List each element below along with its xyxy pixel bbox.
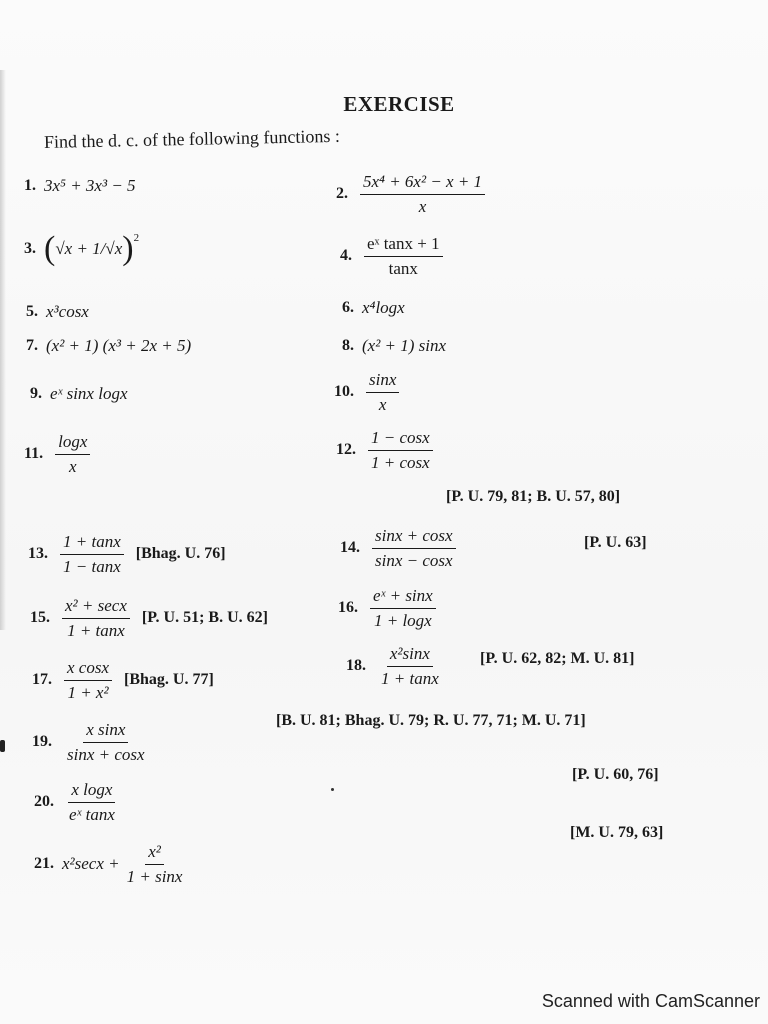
page-edge-mark <box>0 740 5 752</box>
exercise-item <box>340 526 460 570</box>
denominator: 1 − tanx <box>63 556 121 576</box>
exercise-item <box>26 302 89 322</box>
fraction <box>64 720 148 764</box>
item-number: 20. <box>34 793 54 811</box>
numerator: x²sinx <box>387 644 433 667</box>
item-expression: 3x⁵ + 3x³ − 5 <box>44 176 136 195</box>
right-paren: ) <box>122 230 134 267</box>
fraction <box>62 596 130 640</box>
denominator: 1 + sinx <box>126 866 183 886</box>
item-number: 16. <box>338 599 358 617</box>
item-number: 3. <box>24 240 36 257</box>
numerator: 1 + tanx <box>60 532 124 555</box>
item-expression: (x² + 1) sinx <box>362 336 447 355</box>
exercise-item <box>24 432 94 476</box>
item-expression: x⁴logx <box>362 298 405 317</box>
numerator: x sinx <box>83 720 128 743</box>
exercise-item <box>34 780 122 824</box>
denominator: 1 + cosx <box>371 452 430 472</box>
item-number: 1. <box>24 177 36 194</box>
exercise-item <box>336 172 489 216</box>
item-number: 6. <box>342 299 354 316</box>
citation-reference: [P. U. 79, 81; B. U. 57, 80] <box>446 488 621 505</box>
item-number: 7. <box>26 337 38 354</box>
exercise-item <box>334 370 403 414</box>
fraction <box>370 586 436 630</box>
fraction <box>360 172 485 216</box>
denominator: tanx <box>388 258 418 278</box>
item-number: 17. <box>32 671 52 689</box>
citation-reference: [B. U. 81; Bhag. U. 79; R. U. 77, 71; M. U. 71] <box>276 712 586 729</box>
exercise-item <box>32 658 214 702</box>
exercise-item <box>30 596 268 640</box>
numerator: eˣ + sinx <box>370 586 436 609</box>
item-number: 8. <box>342 337 354 354</box>
numerator: eˣ tanx + 1 <box>364 234 443 257</box>
denominator: 1 + x² <box>67 682 109 702</box>
denominator: 1 + logx <box>373 610 432 630</box>
numerator: 5x⁴ + 6x² − x + 1 <box>360 172 485 195</box>
citation-reference: [P. U. 63] <box>584 534 647 551</box>
exercise-item <box>336 428 437 472</box>
item-prefix: x²secx + <box>62 854 120 874</box>
stray-dot <box>331 788 334 791</box>
exercise-item <box>24 232 139 266</box>
item-expression: eˣ sinx logx <box>50 384 128 403</box>
fraction <box>366 370 399 414</box>
fraction <box>64 658 112 702</box>
exercise-item <box>30 384 128 404</box>
exercise-item <box>338 586 440 630</box>
item-number: 10. <box>334 383 354 401</box>
citation-reference: [Bhag. U. 77] <box>124 671 214 689</box>
numerator: 1 − cosx <box>368 428 433 451</box>
denominator: x <box>378 394 387 414</box>
instruction-text: Find the d. c. of the following functions : <box>43 125 341 152</box>
scanner-watermark: Scanned with CamScanner <box>541 991 760 1011</box>
item-number: 5. <box>26 303 38 320</box>
item-expression: x³cosx <box>46 302 89 321</box>
citation-reference: [Bhag. U. 76] <box>135 545 226 563</box>
item-number: 2. <box>336 185 348 203</box>
numerator: x cosx <box>64 658 112 681</box>
item-number: 9. <box>30 385 42 402</box>
item-number: 13. <box>28 545 48 563</box>
exercise-item <box>340 234 447 278</box>
numerator: sinx + cosx <box>372 526 456 549</box>
citation-reference: [P. U. 60, 76] <box>572 766 659 783</box>
item-number: 15. <box>30 609 50 627</box>
numerator: x logx <box>68 780 115 803</box>
fraction <box>66 780 118 824</box>
exercise-item <box>342 336 446 356</box>
exercise-item <box>34 842 189 886</box>
item-number: 14. <box>340 539 360 557</box>
item-number: 4. <box>340 247 352 265</box>
fraction <box>372 526 456 570</box>
citation-reference: [M. U. 79, 63] <box>570 824 664 841</box>
exercise-item <box>346 644 446 688</box>
fraction <box>368 428 433 472</box>
exercise-item <box>26 336 191 356</box>
denominator: x <box>68 456 77 476</box>
page-title: EXERCISE <box>343 92 455 116</box>
fraction <box>55 432 90 476</box>
exponent: 2 <box>133 232 140 244</box>
denominator: sinx + cosx <box>67 744 145 764</box>
denominator: eˣ tanx <box>69 804 115 824</box>
denominator: 1 + tanx <box>67 620 125 640</box>
citation-reference: [P. U. 51; B. U. 62] <box>141 609 268 627</box>
fraction <box>378 644 442 688</box>
numerator: logx <box>55 432 90 455</box>
numerator: sinx <box>366 370 399 393</box>
exercise-item <box>24 176 136 196</box>
numerator: x² + secx <box>62 596 130 619</box>
citation-reference: [P. U. 62, 82; M. U. 81] <box>480 650 635 667</box>
item-number: 12. <box>336 441 356 459</box>
denominator: sinx − cosx <box>375 550 453 570</box>
denominator: 1 + tanx <box>381 668 439 688</box>
fraction <box>60 532 124 576</box>
page-edge-shadow <box>0 70 6 630</box>
fraction <box>364 234 443 278</box>
fraction <box>124 842 186 886</box>
left-paren: ( <box>44 230 56 267</box>
numerator: x² <box>145 842 164 865</box>
exercise-item <box>32 720 152 764</box>
denominator: x <box>418 196 427 216</box>
item-number: 21. <box>34 855 54 873</box>
item-expression: √x + 1/√x <box>55 239 123 258</box>
item-expression: (x² + 1) (x³ + 2x + 5) <box>46 336 192 355</box>
item-number: 18. <box>346 657 366 675</box>
item-number: 11. <box>24 445 44 463</box>
item-number: 19. <box>32 733 52 751</box>
exercise-item <box>28 532 226 576</box>
exercise-item <box>342 298 405 318</box>
